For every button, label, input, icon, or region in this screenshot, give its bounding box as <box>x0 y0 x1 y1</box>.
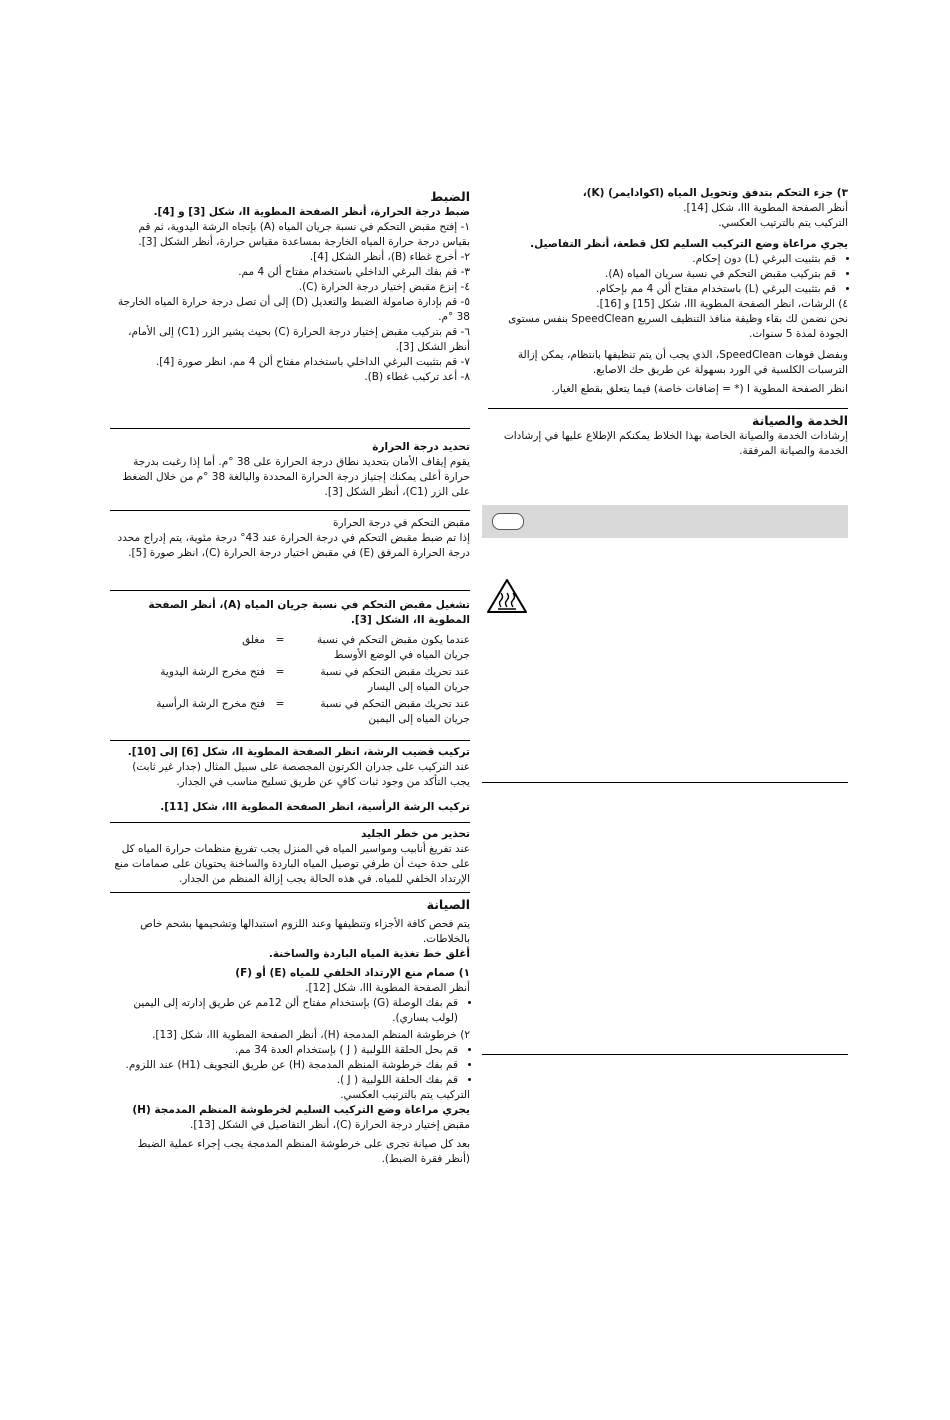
adjust-intro: ضبط درجة الحرارة، أنظر الصفحة المطوية II، شكل [3] و [4]. <box>153 206 470 218</box>
adjust-step: ٧- قم بتثبيت البرغي الداخلي باستخدام مفتاح ألن 4 مم، انظر صورة [4]. <box>155 356 470 368</box>
hot-surface-warning-icon <box>486 578 528 614</box>
divider <box>482 1054 848 1055</box>
frost-block <box>110 827 470 887</box>
cartridge-list <box>110 1043 470 1088</box>
flow-table <box>110 632 470 728</box>
divider <box>110 590 470 591</box>
divider <box>110 510 470 511</box>
reverse-note: التركيب يتم بالترتيب العكسي. <box>718 217 848 229</box>
part3-ref: أنظر الصفحة المطوية III، شكل [14]. <box>683 202 848 214</box>
list-item: • قم بفك الوصلة (G) بإستخدام مفتاح ألن 12مم عن طريق إدارته إلى اليمين (لولب يساري). <box>110 996 458 1026</box>
final-note: بعد كل صيانة تجرى على خرطوشة المنظم المدمجة يجب إجراء عملية الضبط (أنظر فقرة الضبط). <box>137 1138 470 1165</box>
head-title: تركيب الرشة الرأسية، انظر الصفحة المطوية III، شكل [11]. <box>160 801 470 813</box>
cartridge-note: مقبض إختيار درجة الحرارة (C)، أنظر التفاصيل في الشكل [13]. <box>190 1119 470 1131</box>
adjust-step: ٢- أخرج غطاء (B)، أنظر الشكل [4]. <box>309 251 470 263</box>
maintenance-text: يتم فحص كافة الأجزاء وتنظيفها وعند اللزوم استبدالها وتشحيمها بشحم خاص بالخلاطات. <box>140 918 470 945</box>
maintenance-block <box>110 896 470 1167</box>
right-column <box>110 188 470 385</box>
sprays-text: نحن نضمن لك بقاء وظيفة منافذ التنظيف السريع SpeedClean بنفس مستوى الجودة لمدة 5 سنوات. <box>508 313 848 340</box>
list-item: • قم بتركيب مقبض التحكم في نسبة سريان المياه (A). <box>488 267 836 282</box>
divider <box>488 408 848 409</box>
temp-knob-text: إذا تم ضبط مقبض التحكم في درجة الحرارة عند 43° درجة مئوية، يتم إدراج محدد درجة الحرارة المرفق (E) في مقبض اختيار درجة الحرارة (C)، انظر صورة [5]. <box>117 532 470 559</box>
list-item: • قم بتثبيت البرغي (L) دون إحكام. <box>488 252 836 267</box>
list-item: • قم بفك الحلقة اللولبية ( J ). <box>110 1073 458 1088</box>
adjust-step: ٨- أعد تركيب غطاء (B). <box>364 371 470 383</box>
flow-row: عند تحريك مقبض التحكم في نسبة جريان المياه إلى اليمين = فتح مخرج الرشة الرأسية <box>156 698 470 725</box>
divider <box>482 782 848 783</box>
frost-text: عند تفريغ أنابيب ومواسير المياه في المنزل يجب تفريغ منظمات حرارة المياه كل على حدة حيث أن طرفي توصيل المياه الباردة والساخنة يحتويان على صمامات منع الإرتداد الخلفي للمياه. في هذه الحالة يجب إزالة المنظم من الجدار. <box>114 843 470 885</box>
maintenance-title: الصيانة <box>426 897 470 912</box>
language-badge <box>492 513 524 530</box>
temp-limit-block <box>110 440 470 500</box>
shutoff-title: أغلق خط تغذية المياه الباردة والساخنة. <box>268 948 470 960</box>
rail-title: تركيب قضيب الرشة، انظر الصفحة المطوية II، شكل [6] إلى [10]. <box>127 746 470 758</box>
reverse-note: التركيب يتم بالترتيب العكسي. <box>340 1089 470 1101</box>
install-list <box>488 252 848 297</box>
part3-title: ٣) جزء التحكم بتدفق وتحويل المياه (اكوادايمر) (K)، <box>582 187 848 199</box>
cartridge-note-title: يجري مراعاة وضع التركيب السليم لخرطوشة المنظم المدمجة (H) <box>132 1104 470 1116</box>
list-item: • قم بفك خرطوشة المنظم المدمجة (H) عن طريق التجويف (H1) عند اللزوم. <box>110 1058 458 1073</box>
service-block <box>488 412 848 459</box>
divider <box>110 428 470 429</box>
service-text: إرشادات الخدمة والصيانة الخاصة بهذا الخلاط يمكنكم الإطلاع عليها في إرشادات الخدمة والصيانة المرفقة. <box>503 430 848 457</box>
frost-title: تحذير من خطر الجليد <box>360 828 470 840</box>
adjust-step: ٥- قم بإدارة صامولة الضبط والتعديل (D) إلى أن تصل درجة حرارة المياه الخارجة 38 °م. <box>117 296 470 323</box>
service-title: الخدمة والصيانة <box>751 413 848 428</box>
flow-row: عند تحريك مقبض التحكم في نسبة جريان المياه إلى اليسار = فتح مخرج الرشة اليدوية <box>160 666 470 693</box>
flow-row: عندما يكون مقبض التحكم في نسبة جريان المياه في الوضع الأوسط = مغلق <box>242 634 470 661</box>
valve-ref: أنظر الصفحة المطوية III، شكل [12]. <box>305 982 470 994</box>
section-title-adjust: الضبط <box>430 189 470 204</box>
install-note-title: يجري مراعاة وضع التركيب السليم لكل قطعة، أنظر التفاصيل. <box>530 238 848 250</box>
flow-title: تشغيل مقبض التحكم في نسبة جريان المياه (A)، أنظر الصفحة المطوية II، الشكل [3]. <box>148 599 470 626</box>
temp-limit-text: يقوم إيقاف الأمان بتحديد نطاق درجة الحرارة على 38 °م. أما إذا رغبت بدرجة حرارة أعلى يمكنك إجتياز درجة الحرارة المحددة والبالغة 38 °م من خلال الضغط على الزر (C1)، أنظر الشكل [3]. <box>122 456 470 498</box>
divider <box>110 822 470 823</box>
adjust-step: ٤- إنزع مقبض إختيار درجة الحرارة (C). <box>298 281 470 293</box>
parts-text: انظر الصفحة المطوية I (* = إضافات خاصة) فيما يتعلق بقطع الغيار. <box>551 383 848 395</box>
divider <box>110 740 470 741</box>
valve-list <box>110 996 470 1026</box>
divider <box>110 892 470 893</box>
flow-block <box>110 598 470 728</box>
valve-title: ١) صمام منع الإرتداد الخلفي للمياه (E) أو (F) <box>235 967 470 979</box>
temp-knob-title: مقبض التحكم في درجة الحرارة <box>333 517 470 529</box>
list-item: • قم بتثبيت البرغي (L) باستخدام مفتاح ألن 4 مم بإحكام. <box>488 282 836 297</box>
adjust-step: ٦- قم بتركيب مقبض إختيار درجة الحرارة (C) بحيث يشير الزر (C1) إلى الأمام، أنظر الشكل [3]. <box>128 326 470 353</box>
left-column <box>488 186 848 397</box>
language-header-bar <box>482 505 848 538</box>
sprays-title: ٤) الرشات، انظر الصفحة المطوية III، شكل [15] و [16]. <box>596 298 848 310</box>
speedclean-text: وبفضل فوهات SpeedClean، الذي يجب أن يتم تنظيفها بانتظام، يمكن إزالة الترسبات الكلسية في الورد بسهولة عن طريق حك الاصابع. <box>517 349 848 376</box>
temp-knob-block <box>110 516 470 561</box>
cartridge-title: ٢) خرطوشة المنظم المدمجة (H)، أنظر الصفحة المطوية III، شكل [13]. <box>152 1029 470 1041</box>
rail-block <box>110 745 470 815</box>
adjust-step: ١- إفتح مقبض التحكم في نسبة جريان المياه (A) بإتجاه الرشة اليدوية، ثم قم بقياس درجة حرارة المياه الخارجة بمساعدة مقياس حرارة، أنظر الشكل [3]. <box>138 221 470 248</box>
adjust-step: ٣- قم بفك البرغي الداخلي باستخدام مفتاح ألن 4 مم. <box>238 266 470 278</box>
rail-text: عند التركيب على جدران الكرتون المجصصة على سبيل المثال (جدار غير ثابت) يجب التأكد من وجود ثبات كافٍ عن طريق تسليح مناسب في الجدار. <box>132 761 470 788</box>
temp-limit-title: تحديد درجة الحرارة <box>372 441 470 453</box>
list-item: • قم بحل الحلقة اللولبية ( J ) بإستخدام العدة 34 مم. <box>110 1043 458 1058</box>
